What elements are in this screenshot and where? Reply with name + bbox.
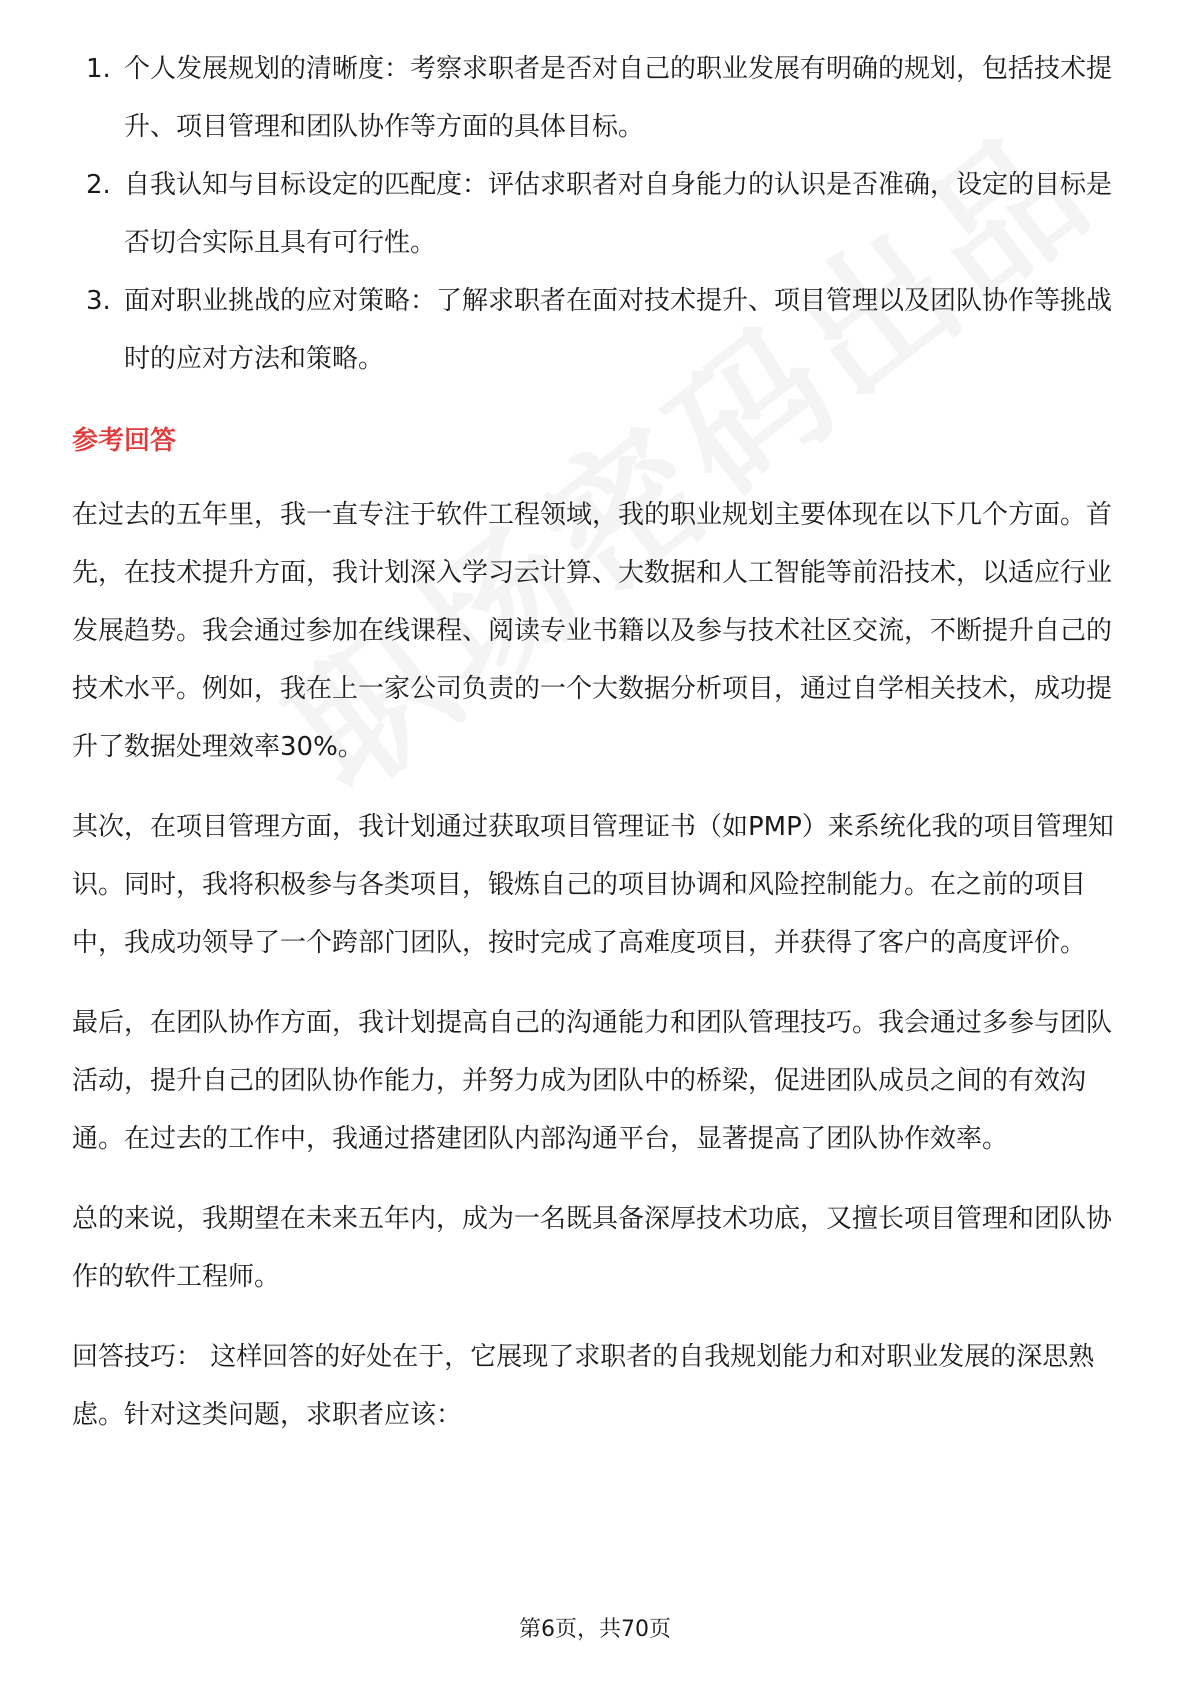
page-content: [72, 40, 1122, 1466]
list-item-number: 2.: [86, 170, 111, 200]
paragraph: 总的来说，我期望在未来五年内，成为一名既具备深厚技术功底，又擅长项目管理和团队协作的软件工程师。: [72, 1204, 1113, 1292]
paragraph: 最后，在团队协作方面，我计划提高自己的沟通能力和团队管理技巧。我会通过多参与团队活动，提升自己的团队协作能力，并努力成为团队中的桥梁，促进团队成员之间的有效沟通。在过去的工作中，我通过搭建团队内部沟通平台，显著提高了团队协作效率。: [72, 1008, 1113, 1154]
list-item-text: 面对职业挑战的应对策略：了解求职者在面对技术提升、项目管理以及团队协作等挑战时的应对方法和策略。: [124, 286, 1113, 374]
paragraph: 回答技巧： 这样回答的好处在于，它展现了求职者的自我规划能力和对职业发展的深思熟虑。针对这类问题，求职者应该：: [72, 1342, 1095, 1430]
list-item-number: 3.: [86, 286, 111, 316]
answer-heading: 参考回答: [72, 426, 177, 456]
list-item: [72, 40, 1122, 156]
list-item: [72, 272, 1122, 388]
evaluation-criteria-list: [72, 40, 1122, 388]
list-item-number: 1.: [86, 54, 111, 84]
list-item-text: 个人发展规划的清晰度：考察求职者是否对自己的职业发展有明确的规划，包括技术提升、项目管理和团队协作等方面的具体目标。: [124, 54, 1113, 142]
list-item-text: 自我认知与目标设定的匹配度：评估求职者对自身能力的认识是否准确，设定的目标是否切合实际且具有可行性。: [124, 170, 1113, 258]
page-number-footer: 第6页，共70页: [519, 1617, 671, 1642]
list-item: [72, 156, 1122, 272]
paragraph: 其次，在项目管理方面，我计划通过获取项目管理证书（如PMP）来系统化我的项目管理知识。同时，我将积极参与各类项目，锻炼自己的项目协调和风险控制能力。在之前的项目中，我成功领导了一个跨部门团队，按时完成了高难度项目，并获得了客户的高度评价。: [72, 812, 1114, 958]
paragraph: 在过去的五年里，我一直专注于软件工程领域，我的职业规划主要体现在以下几个方面。首先，在技术提升方面，我计划深入学习云计算、大数据和人工智能等前沿技术，以适应行业发展趋势。我会通过参加在线课程、阅读专业书籍以及参与技术社区交流，不断提升自己的技术水平。例如，我在上一家公司负责的一个大数据分析项目，通过自学相关技术，成功提升了数据处理效率30%。: [72, 500, 1113, 762]
